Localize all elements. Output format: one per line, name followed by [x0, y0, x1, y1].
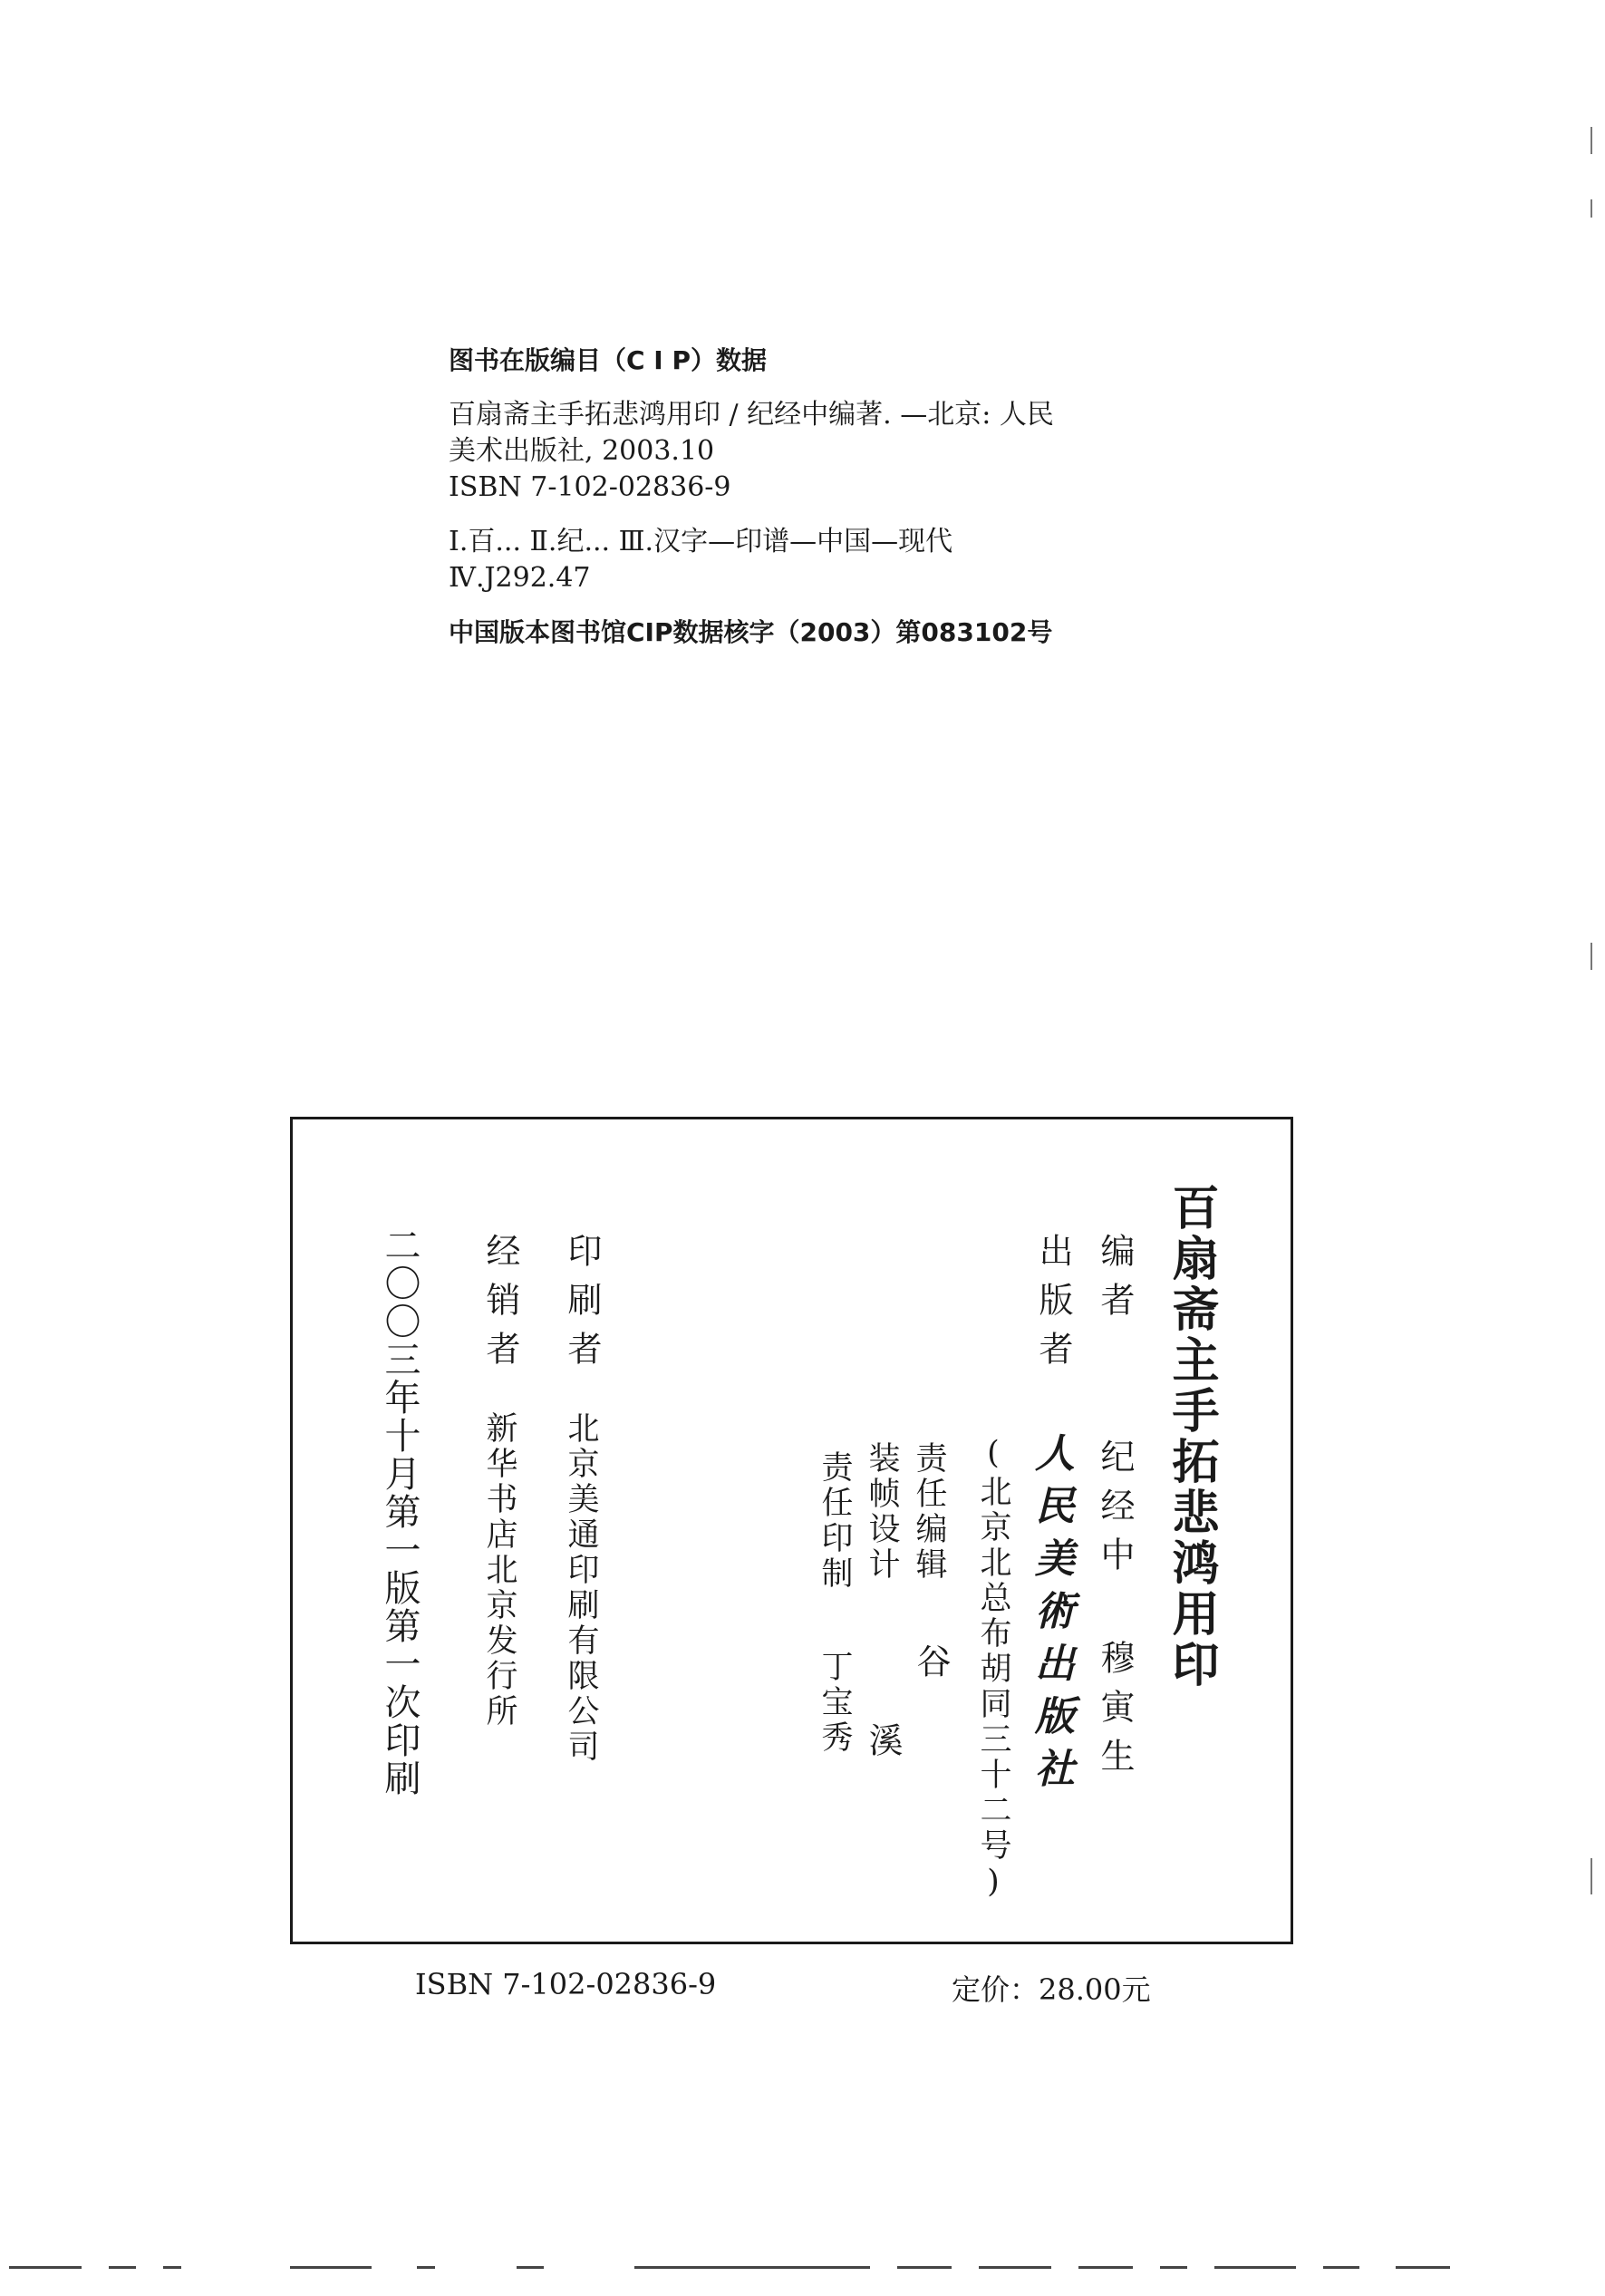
- footer-isbn: ISBN 7-102-02836-9: [415, 1967, 717, 2001]
- cip-entry-line-2: 美术出版社, 2003.10: [449, 435, 715, 467]
- edition-date: 二〇〇三年十月第一版第一次印刷: [379, 1226, 421, 1797]
- publisher-label: 出版者: [1033, 1233, 1073, 1380]
- print-supervisor-label: 责任印制: [817, 1450, 853, 1592]
- cip-isbn: ISBN 7-102-02836-9: [449, 471, 731, 503]
- binding-design-name: 溪: [863, 1722, 903, 1771]
- editor-label: 编者: [1095, 1233, 1135, 1331]
- binding-design-label: 装帧设计: [864, 1441, 900, 1583]
- cip-entry-line-1: 百扇斋主手拓悲鸿用印 / 纪经中编著. —北京: 人民: [449, 399, 1054, 431]
- responsible-editor-label: 责任编辑: [911, 1441, 947, 1583]
- cip-heading: 图书在版编目（C I P）数据: [449, 345, 767, 375]
- cip-data-block: [449, 343, 1264, 651]
- book-title: 百扇斋主手拓悲鸿用印: [1164, 1183, 1218, 1691]
- publisher-name: 人民美術出版社: [1028, 1432, 1074, 1800]
- distributor-label: 经销者: [480, 1233, 520, 1380]
- cip-approval-number: 中国版本图书馆CIP数据核字（2003）第083102号: [449, 617, 1053, 647]
- printer-label: 印刷者: [562, 1233, 602, 1380]
- distributor-name: 新华书店北京发行所: [481, 1411, 517, 1729]
- editor-names: 纪经中 穆寅生: [1095, 1439, 1135, 1787]
- cip-classification-1: Ⅰ.百... Ⅱ.纪... Ⅲ.汉字—印谱—中国—现代: [449, 526, 953, 557]
- footer-price: 定价：28.00元: [952, 1972, 1151, 2007]
- colophon-box: [290, 1117, 1293, 1944]
- print-supervisor-name: 丁宝秀: [817, 1650, 853, 1756]
- publisher-address: (北京北总布胡同三十二号): [975, 1435, 1011, 1904]
- printer-name: 北京美通印刷有限公司: [563, 1411, 599, 1765]
- cip-classification-2: Ⅳ.J292.47: [449, 562, 591, 594]
- responsible-editor-name: 谷: [911, 1643, 951, 1692]
